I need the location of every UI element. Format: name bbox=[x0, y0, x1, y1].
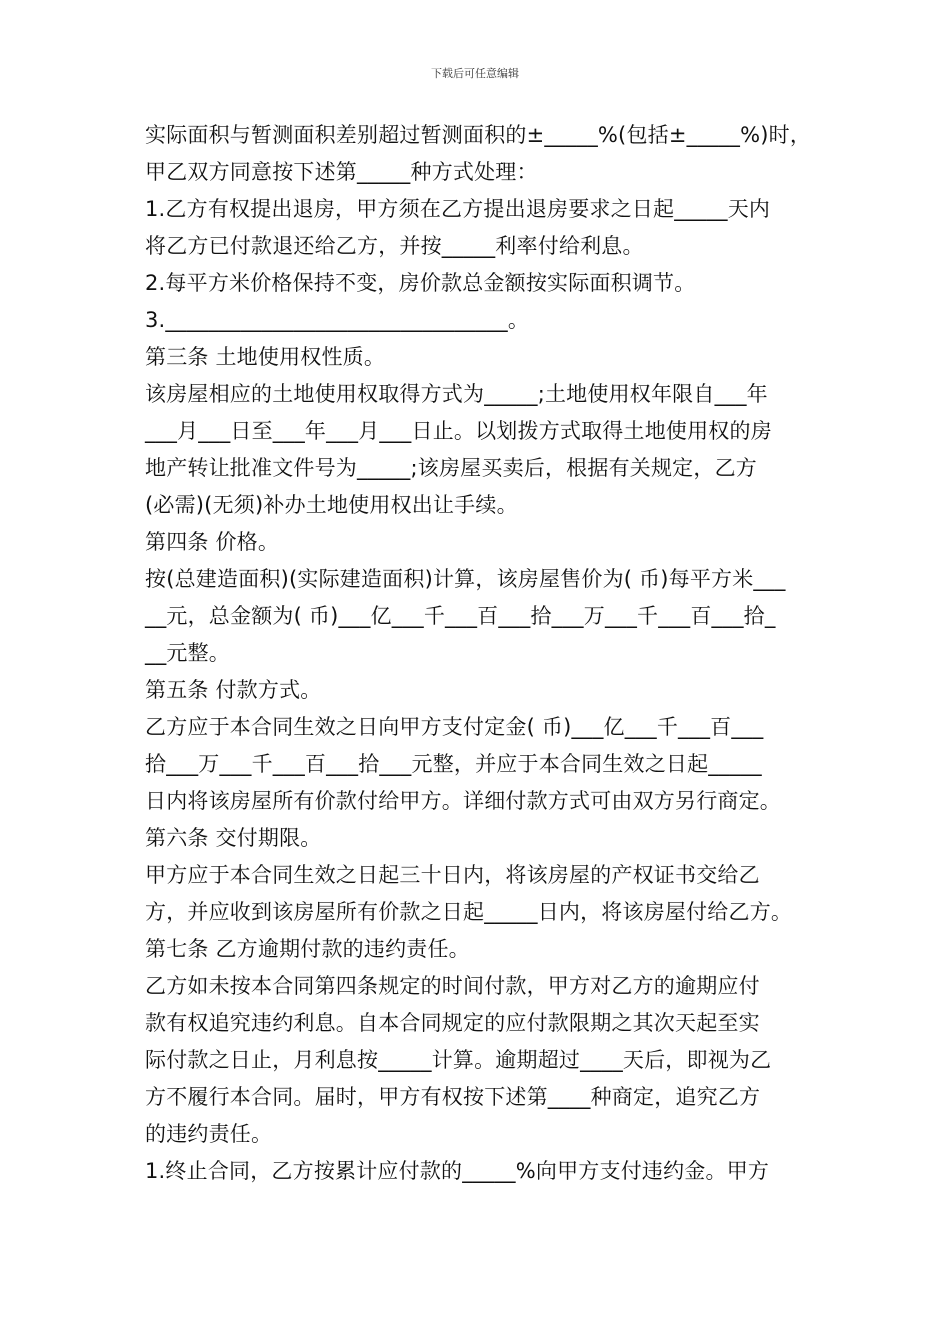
text-line: 2.每平方米价格保持不变，房价款总金额按实际面积调节。 bbox=[145, 271, 696, 295]
text-line: 3.________________________________。 bbox=[145, 308, 530, 332]
text-line: 方不履行本合同。届时，甲方有权按下述第____种商定，追究乙方 bbox=[145, 1085, 761, 1109]
text-line: 拾___万___千___百___拾___元整，并应于本合同生效之日起_____ bbox=[145, 752, 762, 776]
text-line: 乙方如未按本合同第四条规定的时间付款，甲方对乙方的逾期应付 bbox=[145, 974, 760, 998]
text-line: 1.乙方有权提出退房，甲方须在乙方提出退房要求之日起_____天内 bbox=[145, 197, 771, 221]
document-body bbox=[145, 117, 825, 1190]
section-heading-5: 第五条 付款方式。 bbox=[145, 678, 322, 702]
text-line: 甲方应于本合同生效之日起三十日内，将该房屋的产权证书交给乙 bbox=[145, 863, 760, 887]
text-line: 实际面积与暂测面积差别超过暂测面积的±_____%(包括±_____%)时， bbox=[145, 123, 812, 147]
text-line: 将乙方已付款退还给乙方，并按_____利率付给利息。 bbox=[145, 234, 644, 258]
text-line: 乙方应于本合同生效之日向甲方支付定金( 币)___亿___千___百___ bbox=[145, 715, 764, 739]
text-line: 地产转让批准文件号为_____;该房屋买卖后，根据有关规定，乙方 bbox=[145, 456, 757, 480]
text-line: 甲乙双方同意按下述第_____种方式处理： bbox=[145, 160, 538, 184]
section-heading-7: 第七条 乙方逾期付款的违约责任。 bbox=[145, 937, 470, 961]
text-line: 该房屋相应的土地使用权取得方式为_____;土地使用权年限自___年 bbox=[145, 382, 768, 406]
text-line: __元整。 bbox=[145, 641, 230, 665]
section-heading-3: 第三条 土地使用权性质。 bbox=[145, 345, 386, 369]
text-line: (必需)(无须)补办土地使用权出让手续。 bbox=[145, 493, 518, 517]
text-line: 1.终止合同，乙方按累计应付款的_____%向甲方支付违约金。甲方 bbox=[145, 1159, 770, 1183]
text-line: 按(总建造面积)(实际建造面积)计算，该房屋售价为( 币)每平方米___ bbox=[145, 567, 786, 591]
section-heading-6: 第六条 交付期限。 bbox=[145, 826, 322, 850]
text-line: ___月___日至___年___月___日止。以划拨方式取得土地使用权的房 bbox=[145, 419, 772, 443]
page-header-note: 下载后可任意编辑 bbox=[431, 67, 519, 80]
text-line: 方，并应收到该房屋所有价款之日起_____日内，将该房屋付给乙方。 bbox=[145, 900, 793, 924]
text-line: 款有权追究违约利息。自本合同规定的应付款限期之其次天起至实 bbox=[145, 1011, 760, 1035]
text-line: __元，总金额为( 币)___亿___千___百___拾___万___千___百___拾_ bbox=[145, 604, 776, 628]
text-line: 际付款之日止，月利息按_____计算。逾期超过____天后，即视为乙 bbox=[145, 1048, 772, 1072]
section-heading-4: 第四条 价格。 bbox=[145, 530, 280, 554]
text-line: 日内将该房屋所有价款付给甲方。详细付款方式可由双方另行商定。 bbox=[145, 789, 781, 813]
text-line: 的违约责任。 bbox=[145, 1122, 273, 1146]
